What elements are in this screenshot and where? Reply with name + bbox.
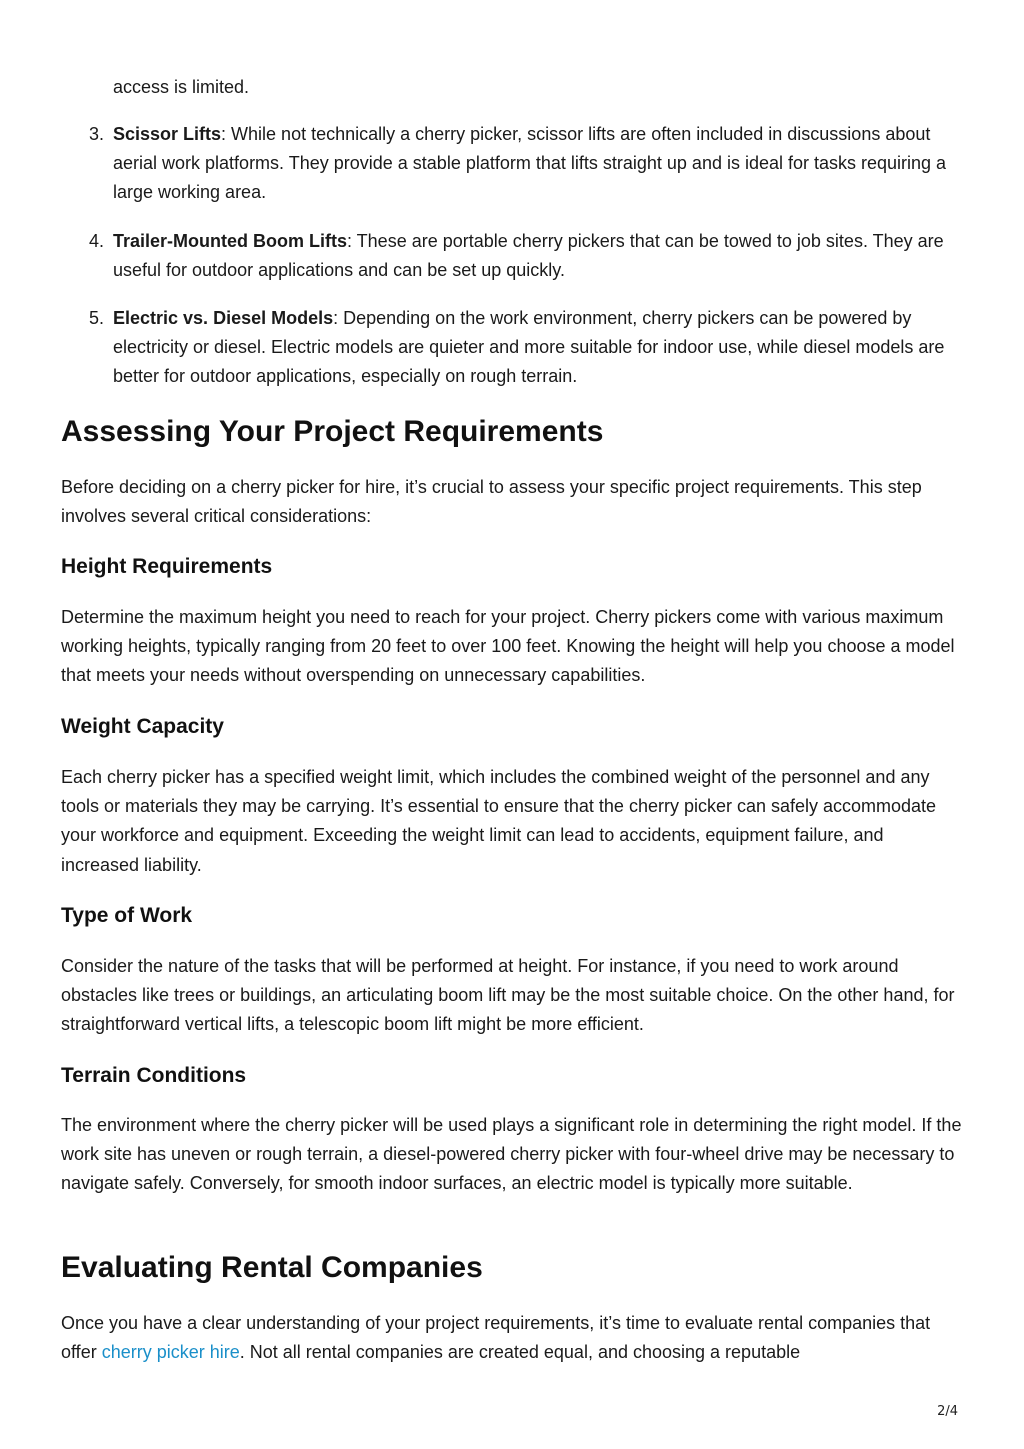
section-intro-evaluating: [61, 1309, 966, 1367]
list-item-text: : These are portable cherry pickers that can be towed to job sites. They are useful for outdoor applications and can be set up quickly.: [113, 230, 944, 280]
cherry-picker-hire-link[interactable]: cherry picker hire: [101, 1342, 240, 1363]
page-number: 2/4: [937, 1404, 958, 1419]
list-item-title: Trailer-Mounted Boom Lifts: [113, 230, 347, 251]
list-item-title: Electric vs. Diesel Models: [113, 308, 334, 329]
list-item: [61, 227, 966, 285]
subheading-height: Height Requirements: [61, 555, 273, 578]
cherry-picker-types-list: [61, 120, 966, 411]
subheading-weight: Weight Capacity: [61, 715, 224, 738]
intro-text-before: Once you have a clear understanding of your project requirements, it’s time to evaluate rental companies that offer: [61, 1313, 931, 1363]
list-number: 5.: [89, 308, 105, 329]
list-item-text: : Depending on the work environment, cherry pickers can be powered by electricity or diesel. Electric models are quieter and more suitable for indoor use, while diesel models are better for outdoor applications, especially on rough terrain.: [113, 308, 945, 387]
paragraph-weight: Each cherry picker has a specified weight limit, which includes the combined weight of the personnel and any tools or materials they may be carrying. It’s essential to ensure that the cherry picker can safely accommodate your workforce and equipment. Exceeding the weight limit can lead to accidents, equipment failure, and increased liability.: [61, 767, 937, 875]
subheading-terrain: Terrain Conditions: [61, 1064, 247, 1087]
section-heading-assessing: Assessing Your Project Requirements: [61, 415, 604, 448]
subheading-type-of-work: Type of Work: [61, 904, 193, 927]
list-number: 3.: [89, 124, 105, 144]
paragraph-terrain: The environment where the cherry picker will be used plays a significant role in determining the right model. If the work site has uneven or rough terrain, a diesel-powered cherry picker with four-wheel drive may be necessary to navigate safely. Conversely, for smooth indoor surfaces, an electric model is typically more suitable.: [61, 1115, 962, 1194]
list-item-title: Scissor Lifts: [113, 124, 222, 144]
continued-text: access is limited.: [113, 77, 250, 97]
paragraph-type-of-work: Consider the nature of the tasks that will be performed at height. For instance, if you need to work around obstacles like trees or buildings, an articulating boom lift may be the most suitable choice. On the other hand, for straightforward vertical lifts, a telescopic boom lift might be more efficient.: [61, 956, 955, 1035]
list-item-text: : While not technically a cherry picker, scissor lifts are often included in discussions about aerial work platforms. They provide a stable platform that lifts straight up and is ideal for tasks requiring a large working area.: [113, 124, 947, 203]
list-number: 4.: [89, 230, 105, 251]
section-intro-assessing: Before deciding on a cherry picker for hire, it’s crucial to assess your specific project requirements. This step involves several critical considerations:: [61, 477, 922, 527]
list-item: [61, 120, 966, 208]
intro-text-after: . Not all rental companies are created equal, and choosing a reputable: [239, 1342, 801, 1363]
section-heading-evaluating: Evaluating Rental Companies: [61, 1251, 483, 1284]
paragraph-height: Determine the maximum height you need to reach for your project. Cherry pickers come with various maximum working heights, typically ranging from 20 feet to over 100 feet. Knowing the height will help you choose a model that meets your needs without overspending on unnecessary capabilities.: [61, 607, 955, 686]
list-item: [61, 304, 966, 392]
